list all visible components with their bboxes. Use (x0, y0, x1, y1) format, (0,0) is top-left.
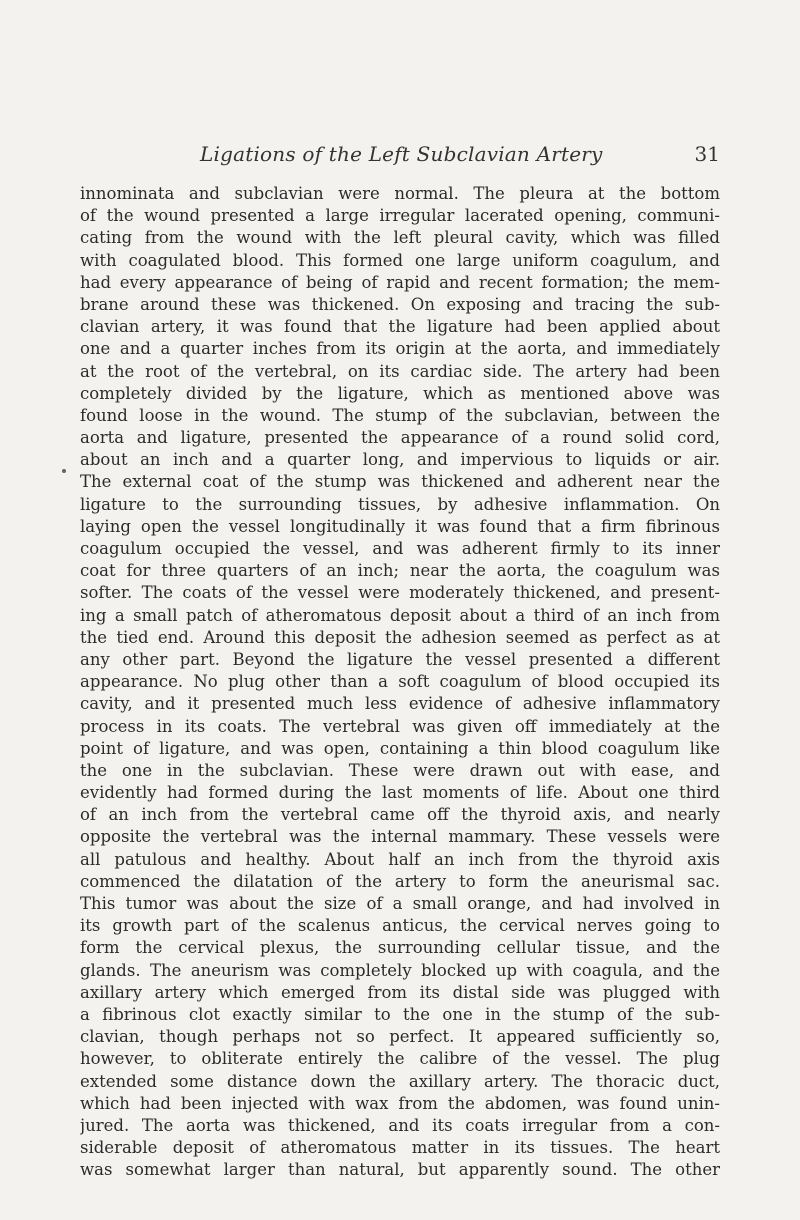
text-line: cating from the wound with the left pleural cavity, which was filled (80, 228, 720, 248)
text-line: commenced the dilatation of the artery to form the aneurismal sac. (80, 871, 720, 891)
text-line: the one in the subclavian. These were drawn out with ease, and (80, 760, 720, 780)
text-line: however, to obliterate entirely the calibre of the vessel. The plug (80, 1049, 720, 1069)
text-line: laying open the vessel longitudinally it was found that a firm fibrinous (80, 516, 720, 536)
running-head (200, 142, 720, 172)
text-line: process in its coats. The vertebral was given off immediately at the (80, 716, 720, 736)
text-line: This tumor was about the size of a small orange, and had involved in (80, 894, 720, 913)
text-line: axillary artery which emerged from its distal side was plugged with (80, 982, 720, 1002)
text-line: coat for three quarters of an inch; near the aorta, the coagulum was (80, 561, 720, 581)
text-line: brane around these was thickened. On exposing and tracing the sub- (80, 294, 720, 314)
text-line: jured. The aorta was thickened, and its coats irregular from a con- (80, 1115, 720, 1135)
text-line: opposite the vertebral was the internal mammary. These vessels were (80, 827, 720, 847)
text-line: with coagulated blood. This formed one large uniform coagulum, and (80, 250, 720, 270)
text-line: extended some distance down the axillary artery. The thoracic duct, (80, 1071, 720, 1091)
text-line: its growth part of the scalenus anticus, the cervical nerves going to (80, 916, 720, 936)
text-line: form the cervical plexus, the surrounding cellular tissue, and the (80, 938, 720, 958)
text-line: of an inch from the vertebral came off the thyroid axis, and nearly (80, 805, 720, 825)
text-line: siderable deposit of atheromatous matter in its tissues. The heart (80, 1138, 720, 1158)
text-line: had every appearance of being of rapid and recent formation; the mem- (80, 272, 720, 292)
text-line: point of ligature, and was open, containing a thin blood coagulum like (80, 738, 720, 758)
text-line: clavian artery, it was found that the ligature had been applied about (80, 317, 720, 337)
text-line: coagulum occupied the vessel, and was adherent firmly to its inner (80, 539, 720, 558)
text-line: was somewhat larger than natural, but apparently sound. The other (80, 1160, 720, 1180)
text-line: any other part. Beyond the ligature the vessel presented a different (80, 649, 720, 669)
text-line: one and a quarter inches from its origin at the aorta, and immediately (80, 339, 720, 359)
text-line: which had been injected with wax from the abdomen, was found unin- (80, 1093, 720, 1113)
text-line: clavian, though perhaps not so perfect. It appeared sufficiently so, (80, 1027, 720, 1047)
text-line: softer. The coats of the vessel were moderately thickened, and present- (80, 583, 720, 603)
text-line: cavity, and it presented much less evidence of adhesive inflammatory (80, 694, 720, 714)
text-line: about an inch and a quarter long, and impervious to liquids or air. (80, 450, 720, 470)
text-line: glands. The aneurism was completely blocked up with coagula, and the (80, 960, 720, 980)
text-line: evidently had formed during the last moments of life. About one third (80, 783, 720, 803)
text-line: of the wound presented a large irregular lacerated opening, communi- (80, 206, 720, 226)
text-line: aorta and ligature, presented the appearance of a round solid cord, (80, 428, 720, 448)
margin-mark (62, 469, 66, 473)
page-number: 31 (694, 142, 720, 166)
text-line: found loose in the wound. The stump of the subclavian, between the (80, 405, 720, 425)
text-line: The external coat of the stump was thickened and adherent near the (80, 472, 720, 492)
text-line: at the root of the vertebral, on its cardiac side. The artery had been (80, 361, 720, 381)
text-line: innominata and subclavian were normal. The pleura at the bottom (80, 184, 720, 203)
text-line: appearance. No plug other than a soft coagulum of blood occupied its (80, 672, 720, 692)
text-line: completely divided by the ligature, which as mentioned above was (80, 383, 720, 403)
text-line: all patulous and healthy. About half an inch from the thyroid axis (80, 849, 720, 869)
text-line: ing a small patch of atheromatous deposit about a third of an inch from (80, 605, 720, 625)
text-line: ligature to the surrounding tissues, by adhesive inflammation. On (80, 494, 720, 514)
body-text (80, 183, 720, 1181)
running-title: Ligations of the Left Subclavian Artery (200, 142, 603, 166)
text-line: a fibrinous clot exactly similar to the one in the stump of the sub- (80, 1004, 720, 1024)
text-line: the tied end. Around this deposit the adhesion seemed as perfect as at (80, 627, 720, 647)
